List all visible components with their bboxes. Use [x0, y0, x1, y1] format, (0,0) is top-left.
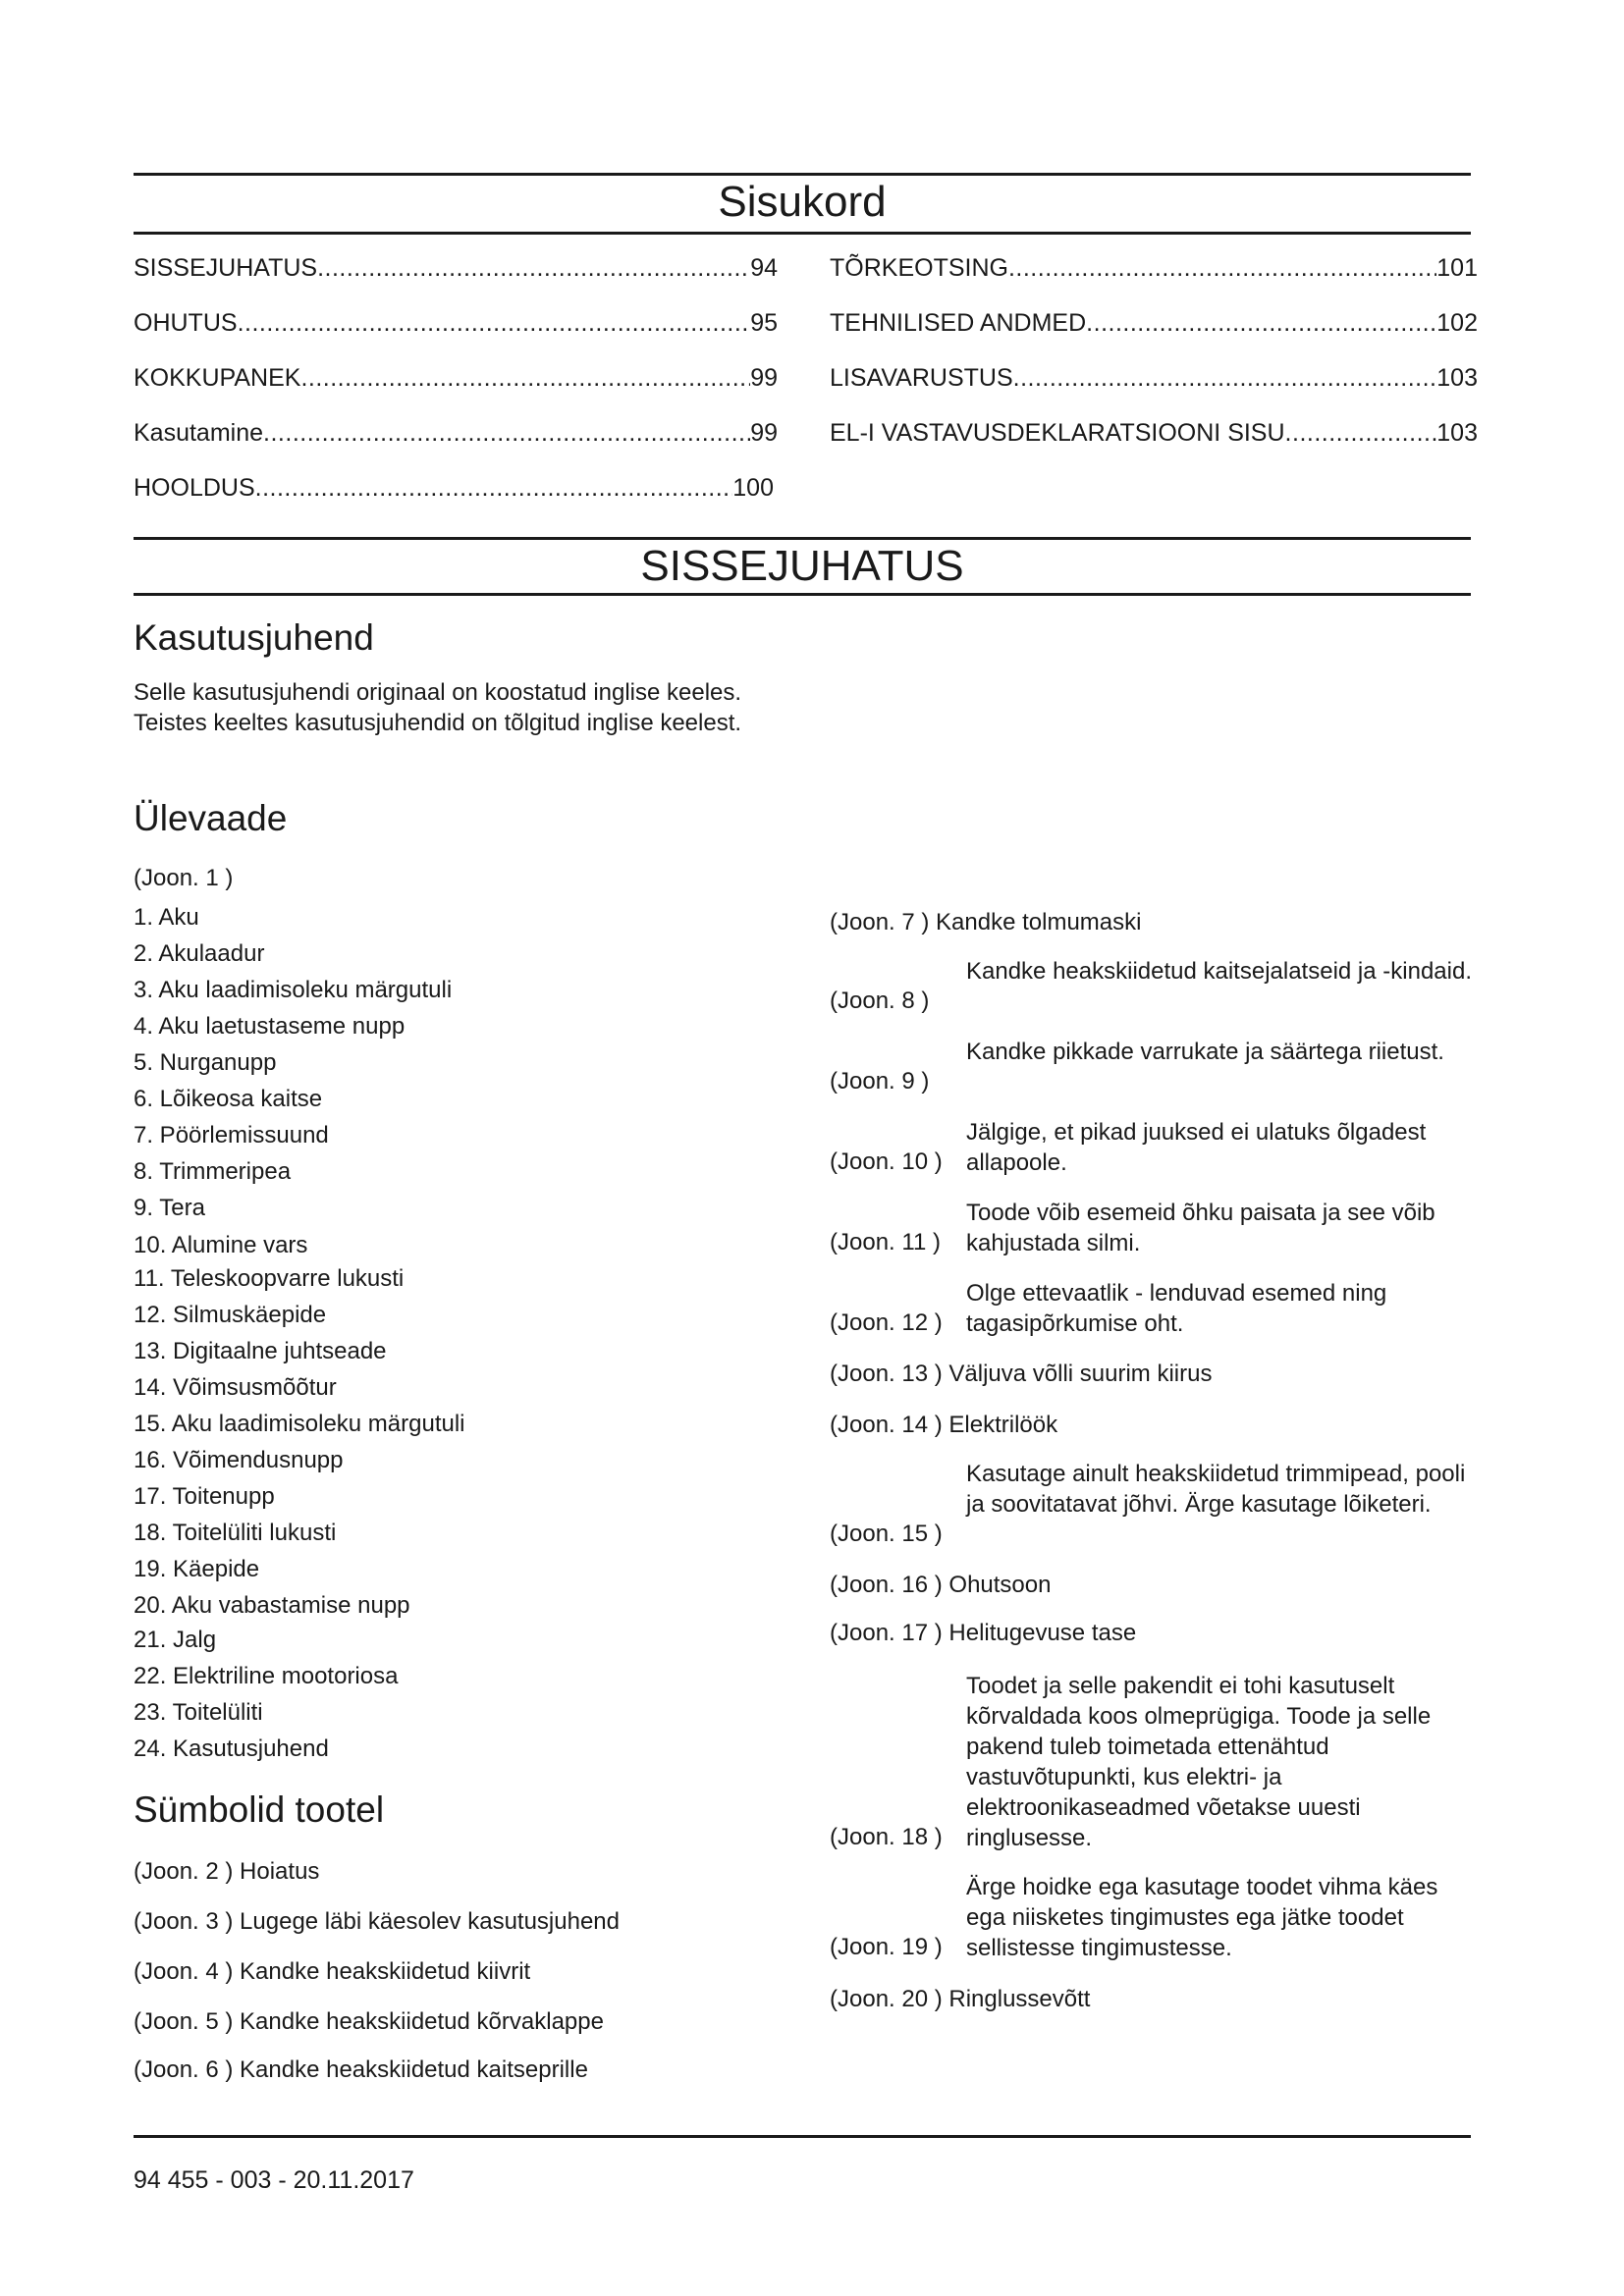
toc-bottom-rule [134, 232, 1471, 235]
list-item: 18. Toitelüliti lukusti [134, 1520, 337, 1546]
symbol-description: Toodet ja selle pakendit ei tohi kasutuselt kõrvaldada koos olmeprügiga. Toode ja selle pakend tuleb toimetada ettenähtud vastuvõtupunkti, kus elektri- ja elektroonikaseadmed võetakse uuesti ringlusesse. [966, 1673, 1432, 1851]
symbol-item: (Joon. 16 ) Ohutsoon [830, 1572, 1052, 1598]
list-item: 16. Võimendusnupp [134, 1447, 344, 1473]
list-item: 2. Akulaadur [134, 940, 265, 967]
symbol-item: (Joon. 2 ) Hoiatus [134, 1858, 320, 1885]
symbol-item: (Joon. 20 ) Ringlussevõtt [830, 1986, 1091, 2012]
symbol-ref: (Joon. 8 ) [830, 988, 930, 1014]
toc-title: Sisukord [718, 178, 887, 226]
list-item: 6. Lõikeosa kaitse [134, 1086, 323, 1112]
list-item: 12. Silmuskäepide [134, 1302, 327, 1328]
toc-entry[interactable]: OHUTUS ..... 95 [134, 308, 778, 338]
toc-entry[interactable]: Kasutamine ..... 99 [134, 418, 778, 448]
section-bottom-rule [134, 593, 1471, 596]
list-item: 5. Nurganupp [134, 1049, 277, 1076]
symbol-description: Kasutage ainult heakskiidetud trimmipead, pooli ja soovitatavat jõhvi. Ärge kasutage lõiketeri. [966, 1461, 1466, 1518]
list-item: 20. Aku vabastamise nupp [134, 1592, 410, 1619]
symbol-item: (Joon. 13 ) Väljuva võlli suurim kiirus [830, 1361, 1213, 1387]
symbol-item: (Joon. 14 ) Elektrilöök [830, 1412, 1058, 1438]
toc-entry[interactable]: EL-I VASTAVUSDEKLARATSIOONI SISU ..... 103 [830, 418, 1478, 448]
toc-entry[interactable]: SISSEJUHATUS ..... 94 [134, 253, 778, 283]
symbol-ref: (Joon. 12 ) [830, 1309, 943, 1336]
symbol-description: Toode võib esemeid õhku paisata ja see võib kahjustada silmi. [966, 1200, 1435, 1256]
toc-entry[interactable]: HOOLDUS ..... 100 [134, 473, 774, 503]
symbol-description: Ärge hoidke ega kasutage toodet vihma käes ega niisketes tingimustes ega jätke toodet sellistesse tingimustesse. [966, 1874, 1438, 1961]
symbol-description: Kandke heakskiidetud kaitsejalatseid ja -kindaid. [966, 958, 1472, 985]
list-item: 24. Kasutusjuhend [134, 1735, 329, 1762]
symbol-item: (Joon. 7 ) Kandke tolmumaski [830, 909, 1142, 935]
list-item: 3. Aku laadimisoleku märgutuli [134, 977, 453, 1003]
symbols-heading: Sümbolid tootel [134, 1789, 385, 1830]
toc-entry[interactable]: LISAVARUSTUS ..... 103 [830, 363, 1478, 393]
symbol-ref: (Joon. 10 ) [830, 1148, 943, 1175]
footer-rule [134, 2135, 1471, 2138]
list-item: 11. Teleskoopvarre lukusti [134, 1265, 405, 1292]
list-item: 22. Elektriline mootoriosa [134, 1663, 399, 1689]
symbol-item: (Joon. 17 ) Helitugevuse tase [830, 1620, 1137, 1646]
list-item: 7. Pöörlemissuund [134, 1122, 329, 1148]
manual-heading: Kasutusjuhend [134, 617, 374, 658]
symbol-item: (Joon. 3 ) Lugege läbi käesolev kasutusjuhend [134, 1908, 620, 1935]
symbol-ref: (Joon. 19 ) [830, 1934, 943, 1960]
list-item: 23. Toitelüliti [134, 1699, 263, 1726]
symbol-ref: (Joon. 15 ) [830, 1521, 943, 1547]
list-item: 9. Tera [134, 1195, 205, 1221]
list-item: 14. Võimsusmõõtur [134, 1374, 337, 1401]
toc-entry[interactable]: KOKKUPANEK ..... 99 [134, 363, 778, 393]
list-item: 21. Jalg [134, 1627, 217, 1653]
list-item: 4. Aku laetustaseme nupp [134, 1013, 406, 1040]
symbol-ref: (Joon. 11 ) [830, 1229, 941, 1255]
list-item: 10. Alumine vars [134, 1232, 308, 1258]
symbol-item: (Joon. 5 ) Kandke heakskiidetud kõrvaklappe [134, 2008, 604, 2035]
symbol-item: (Joon. 6 ) Kandke heakskiidetud kaitseprille [134, 2056, 588, 2083]
symbol-item: (Joon. 4 ) Kandke heakskiidetud kiivrit [134, 1958, 531, 1985]
list-item: 17. Toitenupp [134, 1483, 275, 1510]
footer-document-code: 94 455 - 003 - 20.11.2017 [134, 2166, 414, 2194]
toc-top-rule [134, 173, 1471, 176]
toc-entry[interactable]: TÕRKEOTSING ..... 101 [830, 253, 1478, 283]
list-item: 15. Aku laadimisoleku märgutuli [134, 1411, 465, 1437]
symbol-description: Kandke pikkade varrukate ja säärtega riietust. [966, 1039, 1444, 1065]
section-title: SISSEJUHATUS [640, 542, 964, 590]
symbol-description: Jälgige, et pikad juuksed ei ulatuks õlgadest allapoole. [966, 1119, 1427, 1176]
list-item: 19. Käepide [134, 1556, 260, 1582]
overview-figure-ref: (Joon. 1 ) [134, 865, 234, 891]
section-top-rule [134, 537, 1471, 540]
symbol-ref: (Joon. 18 ) [830, 1824, 943, 1850]
list-item: 8. Trimmeripea [134, 1158, 292, 1185]
overview-heading: Ülevaade [134, 798, 288, 838]
list-item: 1. Aku [134, 904, 199, 931]
symbol-ref: (Joon. 9 ) [830, 1068, 930, 1095]
symbol-description: Olge ettevaatlik - lenduvad esemed ning tagasipõrkumise oht. [966, 1280, 1387, 1337]
manual-paragraph: Selle kasutusjuhendi originaal on koostatud inglise keeles. Teistes keeltes kasutusjuhendid on tõlgitud inglise keelest. [134, 679, 742, 736]
list-item: 13. Digitaalne juhtseade [134, 1338, 387, 1364]
toc-entry[interactable]: TEHNILISED ANDMED ..... 102 [830, 308, 1478, 338]
